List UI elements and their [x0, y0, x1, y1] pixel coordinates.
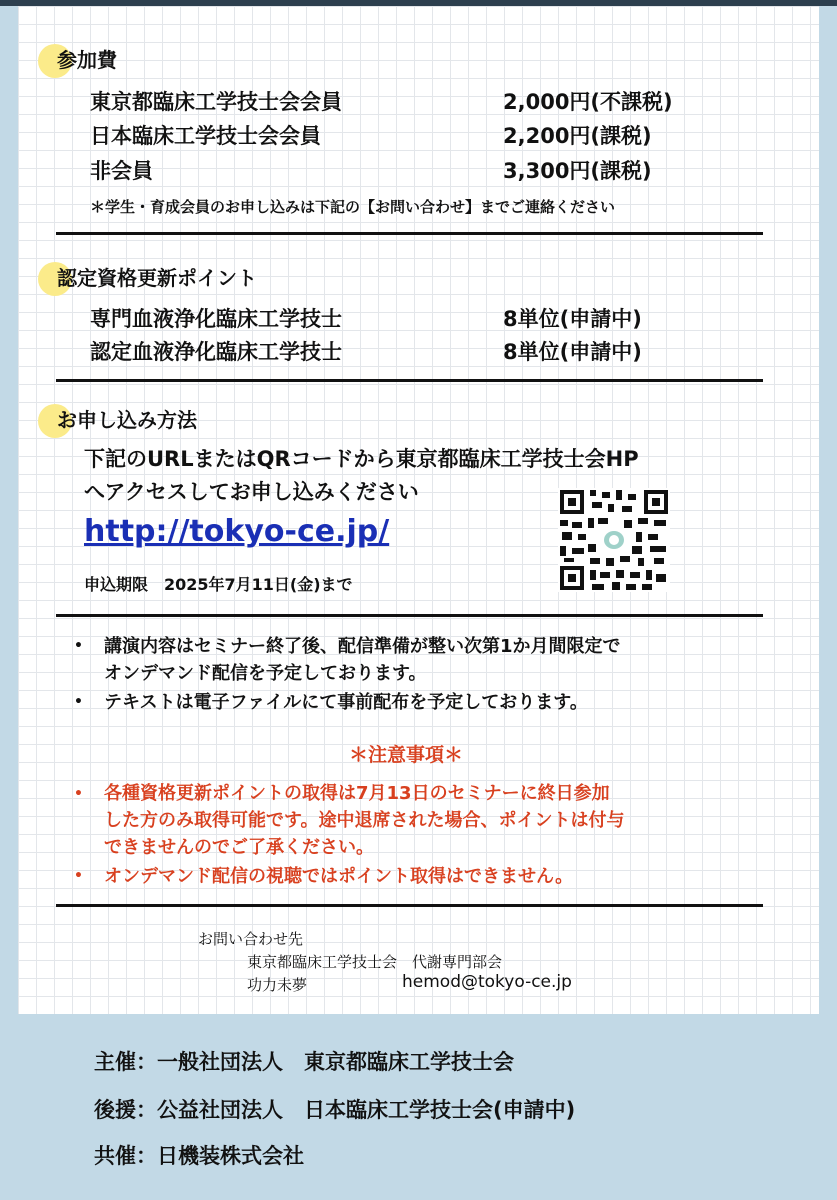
contact-email-link[interactable]: hemod@tokyo-ce.jp	[402, 972, 572, 992]
caution-bullet-1-line-1: 各種資格更新ポイントの取得は7月13日のセミナーに終日参加	[104, 783, 610, 804]
cosponsor-line: 共催：日機装株式会社	[94, 1144, 304, 1168]
points-value-certified: 8単位(申請中)	[503, 340, 642, 364]
registration-url-link[interactable]: http://tokyo-ce.jp/	[84, 514, 390, 549]
caution-bullet-1-line-2: した方のみ取得可能です。途中退席された場合、ポイントは付与	[104, 810, 625, 831]
bullet-marker: •	[74, 694, 83, 710]
caution-bullet-2: オンデマンド配信の視聴ではポイント取得はできません。	[104, 866, 574, 887]
info-bullet-1-line-1: 講演内容はセミナー終了後、配信準備が整い次第1か月間限定で	[104, 636, 621, 657]
caution-heading: ＊注意事項＊	[349, 744, 464, 766]
bullet-marker: •	[74, 638, 83, 654]
contact-person: 功力未夢	[247, 976, 308, 994]
caution-bullet-1-line-3: できませんのでご了承ください。	[104, 837, 374, 858]
application-deadline: 申込期限 2025年7月11日(金)まで	[84, 575, 353, 594]
divider	[56, 904, 763, 907]
contact-heading: お問い合わせ先	[198, 930, 304, 948]
qr-code[interactable]	[558, 488, 670, 592]
fee-price-tokyo-member: 2,000円(不課税)	[503, 90, 673, 114]
apply-instruction-line-1: 下記のURLまたはQRコードから東京都臨床工学技士会HP	[84, 447, 639, 471]
fee-section-title: 参加費	[57, 48, 117, 72]
bullet-marker: •	[74, 868, 83, 884]
info-bullet-1-line-2: オンデマンド配信を予定しております。	[104, 663, 427, 684]
points-section-title: 認定資格更新ポイント	[57, 266, 257, 290]
apply-instruction-line-2: へアクセスしてお申し込みください	[84, 480, 419, 504]
info-bullet-2: テキストは電子ファイルにて事前配布を予定しております。	[104, 692, 588, 713]
bullet-marker: •	[74, 786, 83, 802]
divider	[56, 232, 763, 235]
apply-section-title: お申し込み方法	[57, 408, 197, 432]
fee-label-japan-member: 日本臨床工学技士会会員	[90, 124, 321, 148]
contact-organization: 東京都臨床工学技士会 代謝専門部会	[247, 953, 503, 971]
organizer-line: 主催：一般社団法人 東京都臨床工学技士会	[94, 1050, 514, 1074]
supporter-line: 後援：公益社団法人 日本臨床工学技士会(申請中)	[94, 1098, 576, 1122]
fee-student-note: ＊学生・育成会員のお申し込みは下記の【お問い合わせ】までご連絡ください	[90, 198, 616, 216]
fee-label-tokyo-member: 東京都臨床工学技士会会員	[90, 90, 342, 114]
divider	[56, 379, 763, 382]
points-label-certified: 認定血液浄化臨床工学技士	[90, 340, 342, 364]
fee-price-non-member: 3,300円(課税)	[503, 159, 652, 183]
points-label-specialist: 専門血液浄化臨床工学技士	[90, 307, 342, 331]
fee-price-japan-member: 2,200円(課税)	[503, 124, 652, 148]
divider	[56, 614, 763, 617]
fee-label-non-member: 非会員	[90, 159, 153, 183]
points-value-specialist: 8単位(申請中)	[503, 307, 642, 331]
